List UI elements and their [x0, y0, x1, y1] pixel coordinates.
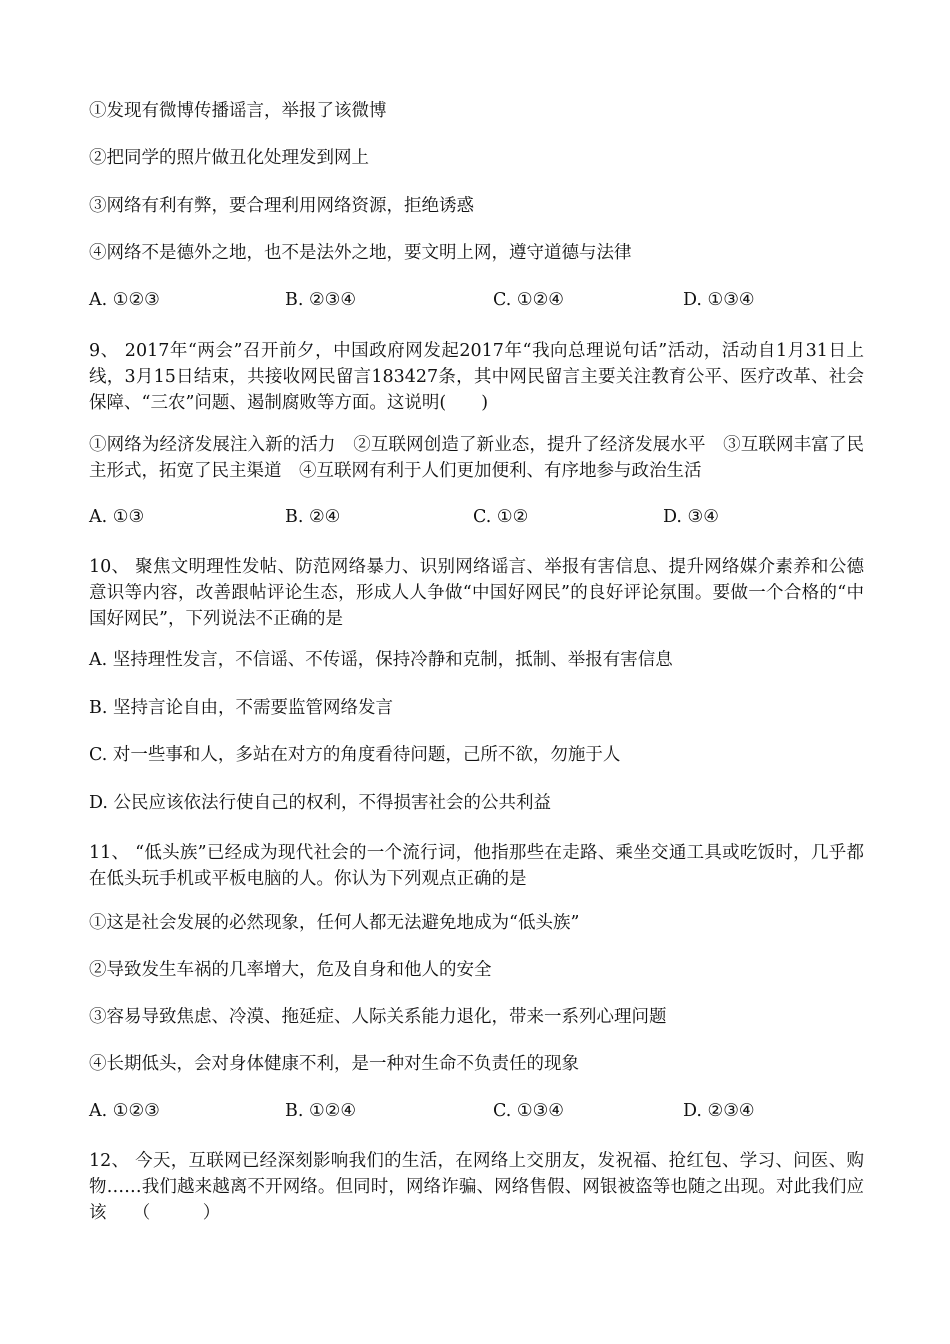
q11-option-c: C. ①③④ — [493, 1101, 564, 1121]
q8-item-4: ④网络不是德外之地，也不是法外之地，要文明上网，遵守道德与法律 — [89, 243, 632, 263]
q10-stem: 10、 聚焦文明理性发帖、防范网络暴力、识别网络谣言、举报有害信息、提升网络媒介素养和公德意识等内容，改善跟帖评论生态，形成人人争做“中国好网民”的良好评论氛围。要做一个合格的“中国好网民”，下列说法不正确的是 — [89, 557, 864, 629]
q11-item-1: ①这是社会发展的必然现象，任何人都无法避免地成为“低头族” — [89, 913, 580, 933]
q8-item-2: ②把同学的照片做丑化处理发到网上 — [89, 148, 369, 168]
q10-option-b: B. 坚持言论自由，不需要监管网络发言 — [89, 698, 393, 718]
q11-option-a: A. ①②③ — [89, 1101, 160, 1121]
q8-options — [89, 287, 889, 313]
q10-option-a: A. 坚持理性发言，不信谣、不传谣，保持冷静和克制，抵制、举报有害信息 — [89, 650, 673, 670]
q10-option-d: D. 公民应该依法行使自己的权利，不得损害社会的公共利益 — [89, 793, 552, 813]
q9-option-b: B. ②④ — [285, 507, 341, 527]
q8-option-d: D. ①③④ — [683, 290, 755, 310]
q9-stem: 9、 2017年“两会”召开前夕，中国政府网发起2017年“我向总理说句话”活动，活动自1月31日上线，3月15日结束，共接收网民留言183427条，其中网民留言主要关注教育公平、医疗改革、社会保障、“三农”问题、遏制腐败等方面。这说明( ) — [89, 341, 864, 413]
q9-option-c: C. ①② — [473, 507, 529, 527]
q8-option-c: C. ①②④ — [493, 290, 564, 310]
q9-items: ①网络为经济发展注入新的活力 ②互联网创造了新业态，提升了经济发展水平 ③互联网丰富了民主形式，拓宽了民主渠道 ④互联网有利于人们更加便利、有序地参与政治生活 — [89, 435, 864, 481]
q8-option-a: A. ①②③ — [89, 290, 160, 310]
q11-option-b: B. ①②④ — [285, 1101, 357, 1121]
q12-stem: 12、 今天，互联网已经深刻影响我们的生活，在网络上交朋友，发祝福、抢红包、学习、问医、购物……我们越来越离不开网络。但同时，网络诈骗、网络售假、网银被盗等也随之出现。对此我们应该 （ ） — [89, 1151, 864, 1223]
q8-item-1: ①发现有微博传播谣言，举报了该微博 — [89, 101, 387, 121]
q11-item-4: ④长期低头，会对身体健康不利，是一种对生命不负责任的现象 — [89, 1054, 579, 1074]
q9-option-d: D. ③④ — [663, 507, 719, 527]
q11-stem: 11、 “低头族”已经成为现代社会的一个流行词，他指那些在走路、乘坐交通工具或吃饭时，几乎都在低头玩手机或平板电脑的人。你认为下列观点正确的是 — [89, 843, 864, 889]
q11-item-3: ③容易导致焦虑、冷漠、拖延症、人际关系能力退化，带来一系列心理问题 — [89, 1007, 667, 1027]
q10-option-c: C. 对一些事和人，多站在对方的角度看待问题，己所不欲，勿施于人 — [89, 745, 621, 765]
q11-options — [89, 1098, 889, 1124]
q9-option-a: A. ①③ — [89, 507, 145, 527]
q9-options — [89, 504, 889, 530]
q8-item-3: ③网络有利有弊，要合理利用网络资源，拒绝诱惑 — [89, 196, 474, 216]
q11-item-2: ②导致发生车祸的几率增大，危及自身和他人的安全 — [89, 960, 492, 980]
q11-option-d: D. ②③④ — [683, 1101, 755, 1121]
q8-option-b: B. ②③④ — [285, 290, 357, 310]
